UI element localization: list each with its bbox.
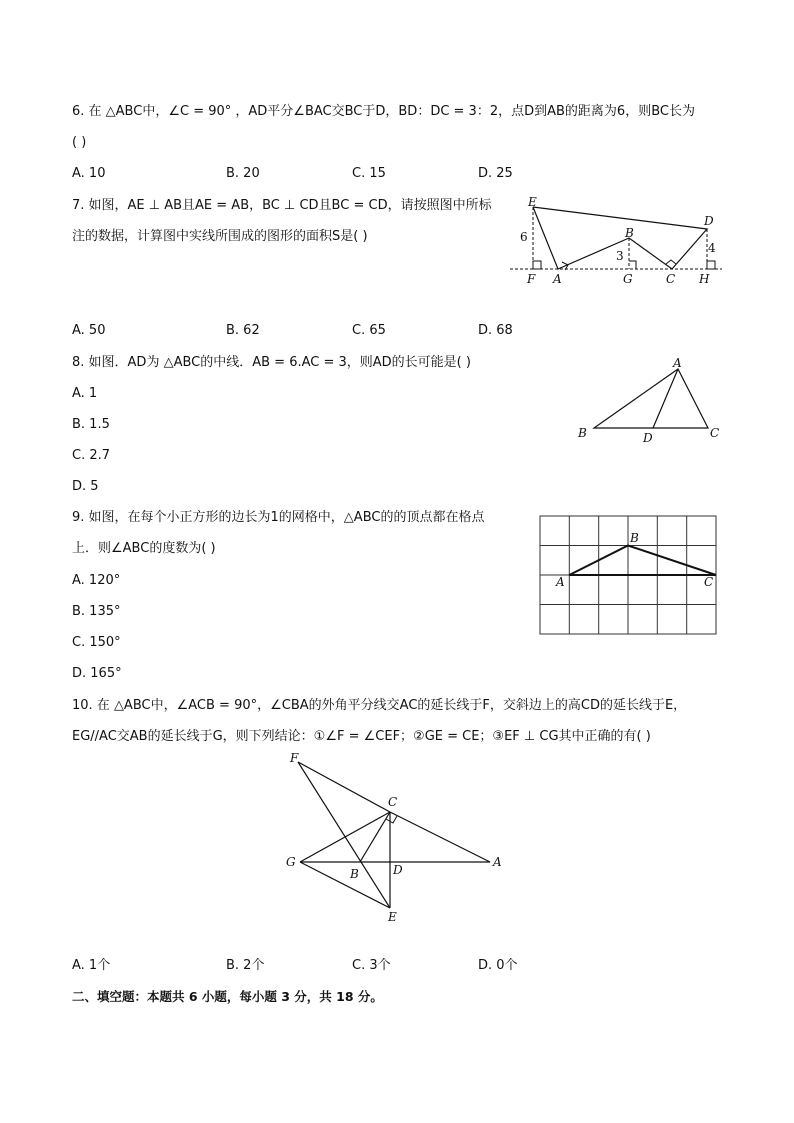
q8-label-a: A	[673, 356, 682, 370]
q8-triangle	[594, 369, 708, 428]
q8-stem: 8. 如图．AD为 △ABC的中线．AB = 6.AC = 3，则AD的长可能是( )	[72, 355, 471, 370]
q7-label-a: A	[553, 272, 562, 286]
q9-label-a: A	[556, 575, 565, 589]
q7-label-h: H	[699, 272, 710, 286]
q10-option-d[interactable]: D. 0个	[478, 958, 518, 973]
q6-option-a[interactable]: A. 10	[72, 166, 106, 181]
q7-length-3: 3	[616, 249, 624, 263]
q8-label-c: C	[710, 426, 720, 440]
section-2-heading: 二、填空题：本题共 6 小题，每小题 3 分，共 18 分。	[72, 989, 383, 1004]
q7-right-angle-c	[666, 260, 676, 264]
q9-option-d[interactable]: D. 165°	[72, 666, 122, 681]
q7-option-b[interactable]: B. 62	[226, 323, 260, 338]
q6-option-d[interactable]: D. 25	[478, 166, 513, 181]
q7-label-e: E	[528, 195, 537, 209]
q10-segment-gc	[300, 812, 390, 862]
q10-segment-fc	[298, 762, 390, 812]
q8-option-a[interactable]: A. 1	[72, 386, 98, 401]
q6-option-c[interactable]: C. 15	[352, 166, 386, 181]
q10-segment-ge	[300, 862, 390, 908]
q10-label-a: A	[493, 855, 502, 869]
q7-label-d: D	[704, 214, 714, 228]
q9-option-c[interactable]: C. 150°	[72, 635, 121, 650]
q9-stem-line1: 9. 如图，在每个小正方形的边长为1的网格中，△ABC的的顶点都在格点	[72, 510, 485, 525]
q9-figure	[538, 514, 718, 636]
q9-option-a[interactable]: A. 120°	[72, 573, 121, 588]
q7-length-6: 6	[520, 230, 528, 244]
q6-stem-line1: 6. 在 △ABC中，∠C = 90° ，AD平分∠BAC交BC于D，BD：DC = 3：2，点D到AB的距离为6，则BC长为	[72, 104, 695, 119]
q7-right-angle-h	[707, 261, 715, 269]
q7-stem-line1: 7. 如图，AE ⊥ AB且AE = AB，BC ⊥ CD且BC = CD，请按照图中所标	[72, 198, 492, 213]
q8-option-d[interactable]: D. 5	[72, 479, 99, 494]
q10-label-b: B	[350, 867, 359, 881]
q7-option-c[interactable]: C. 65	[352, 323, 386, 338]
q10-stem-line2: EG//AC交AB的延长线于G，则下列结论：①∠F = ∠CEF；②GE = CE；③EF ⊥ CG其中正确的有( )	[72, 729, 651, 744]
q10-label-f: F	[290, 751, 299, 765]
q10-option-a[interactable]: A. 1个	[72, 958, 111, 973]
q10-label-d: D	[393, 863, 403, 877]
q10-label-e: E	[388, 910, 397, 924]
q7-right-angle-g	[629, 261, 636, 269]
q7-label-f: F	[527, 272, 536, 286]
q8-figure	[570, 355, 730, 445]
q10-option-c[interactable]: C. 3个	[352, 958, 391, 973]
q10-stem-line1: 10. 在 △ABC中，∠ACB = 90°，∠CBA的外角平分线交AC的延长线于F，交斜边上的高CD的延长线于E，	[72, 698, 687, 713]
q8-label-b: B	[578, 426, 587, 440]
q7-option-a[interactable]: A. 50	[72, 323, 106, 338]
q10-label-c: C	[388, 795, 398, 809]
q9-label-c: C	[704, 575, 714, 589]
q10-segment-cb	[360, 812, 390, 862]
q10-figure	[280, 748, 520, 928]
q7-right-angle-f	[533, 261, 541, 269]
q7-label-b: B	[625, 226, 634, 240]
q6-stem-line2: ( )	[72, 135, 87, 150]
q10-segment-ca	[390, 812, 490, 862]
q7-label-c: C	[666, 272, 676, 286]
q10-label-g: G	[286, 855, 296, 869]
q7-option-d[interactable]: D. 68	[478, 323, 513, 338]
q7-label-g: G	[623, 272, 633, 286]
q9-label-b: B	[630, 531, 639, 545]
q7-stem-line2: 注的数据，计算图中实线所围成的图形的面积S是( )	[72, 229, 368, 244]
q9-stem-line2: 上．则∠ABC的度数为( )	[72, 541, 216, 556]
q6-option-b[interactable]: B. 20	[226, 166, 260, 181]
q10-option-b[interactable]: B. 2个	[226, 958, 265, 973]
q8-option-b[interactable]: B. 1.5	[72, 417, 110, 432]
q9-option-b[interactable]: B. 135°	[72, 604, 121, 619]
q7-figure	[508, 192, 728, 292]
q8-label-d: D	[643, 431, 653, 445]
q7-length-4: 4	[708, 241, 716, 255]
q9-triangle	[569, 546, 716, 576]
q8-option-c[interactable]: C. 2.7	[72, 448, 111, 463]
